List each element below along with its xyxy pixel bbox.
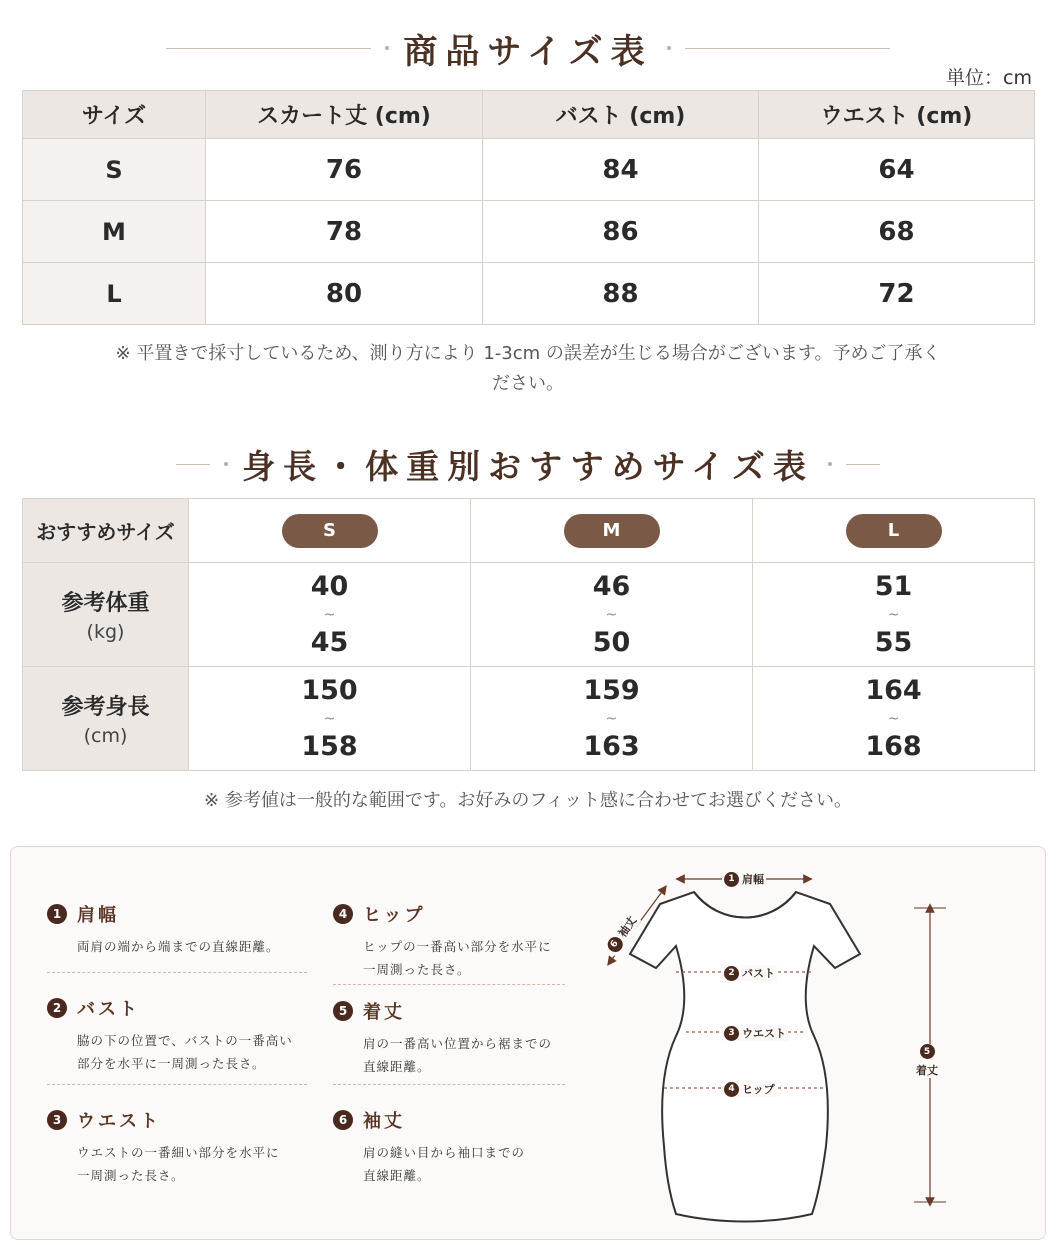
recommend-title: 身長・体重別おすすめサイズ表: [242, 446, 814, 486]
range-tilde: ~: [887, 710, 900, 727]
table-row: [23, 667, 1035, 771]
guide-item-desc: 部分を水平に一周測った長さ。: [77, 1056, 266, 1071]
size-pill-l: L: [846, 514, 942, 548]
recommend-note: ※ 参考値は一般的な範囲です。お好みのフィット感に合わせてお選びください。: [204, 790, 852, 811]
waist-cell: 72: [759, 263, 1035, 325]
range-tilde: ~: [887, 606, 900, 623]
title-dot: [828, 462, 832, 466]
weight-max: 50: [592, 626, 631, 658]
size-chart-note: [0, 339, 1056, 399]
weight-cell: [471, 563, 753, 667]
weight-label-cell: [23, 563, 189, 667]
guide-item-name: 着丈: [363, 1002, 405, 1023]
guide-item-desc: ヒップの一番高い部分を水平に: [363, 939, 552, 954]
guide-item-desc: 肩の縫い目から袖口までの: [363, 1145, 526, 1160]
guide-item-waist: [47, 1107, 309, 1187]
height-cell: [753, 667, 1035, 771]
size-cell: [189, 499, 471, 563]
header-size: サイズ: [23, 91, 206, 139]
size-cell: M: [23, 201, 206, 263]
bust-cell: 86: [483, 201, 759, 263]
diagram-label-text: 袖丈: [615, 914, 640, 940]
guide-item-desc: 一周測った長さ。: [363, 962, 471, 977]
number-badge: 3: [724, 1026, 739, 1041]
recommend-size-label: おすすめサイズ: [23, 499, 189, 563]
skirt-cell: 76: [206, 139, 483, 201]
title-dot: [224, 462, 228, 466]
range-tilde: ~: [323, 606, 336, 623]
size-cell: [471, 499, 753, 563]
weight-min: 40: [310, 570, 349, 602]
weight-min: 51: [874, 570, 913, 602]
recommend-table: [22, 498, 1035, 771]
weight-min: 46: [592, 570, 631, 602]
dress-outline: [630, 892, 860, 1222]
weight-cell: [189, 563, 471, 667]
title-divider-left: [176, 464, 210, 465]
number-badge: 4: [724, 1082, 739, 1097]
guide-item-hip: [333, 901, 595, 981]
size-cell: [753, 499, 1035, 563]
table-row: [23, 499, 1035, 563]
number-badge: 6: [604, 934, 625, 955]
guide-item-desc: 直線距離。: [363, 1059, 431, 1074]
number-badge: 4: [333, 904, 353, 924]
number-badge: 2: [724, 966, 739, 981]
weight-label: 参考体重: [61, 591, 150, 616]
title-divider-left: [166, 48, 371, 49]
guide-item-desc: 脇の下の位置で、バストの一番高い: [77, 1033, 293, 1048]
guide-item-name: ヒップ: [363, 905, 426, 926]
title-divider-right: [846, 464, 880, 465]
weight-cell: [753, 563, 1035, 667]
waist-cell: 68: [759, 201, 1035, 263]
height-min: 150: [301, 674, 358, 706]
diagram-label-text: ウエスト: [742, 1027, 786, 1040]
title-dot: [385, 46, 389, 50]
note-line: ※ 平置きで採寸しているため、測り方により 1-3cm の誤差が生じる場合がございます。予めご了承く: [115, 343, 941, 364]
guide-item-shoulder: [47, 901, 309, 958]
diagram-label-length: [914, 1044, 940, 1078]
height-label: 参考身長: [61, 695, 150, 720]
header-skirt: スカート丈 (cm): [206, 91, 483, 139]
guide-item-desc: ウエストの一番細い部分を水平に: [77, 1145, 280, 1160]
size-chart-title-bar: [0, 26, 1056, 70]
dress-illustration: [590, 856, 970, 1236]
number-badge: 6: [333, 1110, 353, 1130]
height-min: 159: [583, 674, 640, 706]
guide-item-desc: 肩の一番高い位置から裾までの: [363, 1036, 553, 1051]
title-divider-right: [685, 48, 890, 49]
weight-unit: (kg): [86, 621, 125, 643]
number-badge: 5: [920, 1044, 935, 1059]
number-badge: 1: [47, 904, 67, 924]
diagram-label-text: バスト: [742, 967, 775, 980]
skirt-cell: 78: [206, 201, 483, 263]
size-cell: S: [23, 139, 206, 201]
range-tilde: ~: [323, 710, 336, 727]
size-pill-s: S: [282, 514, 378, 548]
range-tilde: ~: [605, 606, 618, 623]
guide-item-length: [333, 998, 595, 1078]
unit-label: 単位：cm: [946, 67, 1032, 89]
waist-cell: 64: [759, 139, 1035, 201]
number-badge: 5: [333, 1001, 353, 1021]
height-cell: [471, 667, 753, 771]
title-dot: [667, 46, 671, 50]
table-row: [23, 139, 1035, 201]
height-max: 158: [301, 730, 358, 762]
height-label-cell: [23, 667, 189, 771]
note-line: ださい。: [492, 373, 564, 394]
weight-max: 55: [874, 626, 913, 658]
header-waist: ウエスト (cm): [759, 91, 1035, 139]
dress-diagram: [590, 856, 970, 1236]
skirt-cell: 80: [206, 263, 483, 325]
diagram-label-text: 肩幅: [742, 873, 764, 886]
size-table-header: [23, 91, 1035, 139]
header-bust: バスト (cm): [483, 91, 759, 139]
divider: [47, 1084, 307, 1085]
height-max: 168: [865, 730, 922, 762]
height-cell: [189, 667, 471, 771]
table-row: [23, 563, 1035, 667]
table-row: [23, 263, 1035, 325]
size-table: [22, 90, 1035, 325]
guide-item-sleeve: [333, 1107, 595, 1187]
size-chart-title: 商品サイズ表: [403, 31, 653, 72]
guide-item-name: 袖丈: [363, 1111, 405, 1132]
divider: [333, 984, 565, 985]
number-badge: 3: [47, 1110, 67, 1130]
bust-cell: 84: [483, 139, 759, 201]
guide-item-name: バスト: [77, 999, 140, 1020]
bust-cell: 88: [483, 263, 759, 325]
diagram-label-text: ヒップ: [742, 1083, 775, 1096]
range-tilde: ~: [605, 710, 618, 727]
divider: [333, 1084, 565, 1085]
guide-item-name: ウエスト: [77, 1111, 161, 1132]
number-badge: 1: [724, 872, 739, 887]
height-max: 163: [583, 730, 640, 762]
guide-item-desc: 一周測った長さ。: [77, 1168, 185, 1183]
guide-item-desc: 両肩の端から端までの直線距離。: [77, 939, 280, 954]
table-row: [23, 201, 1035, 263]
guide-item-desc: 直線距離。: [363, 1168, 431, 1183]
diagram-label-shoulder: [722, 871, 766, 887]
guide-item-name: 肩幅: [77, 905, 119, 926]
recommend-title-bar: [0, 442, 1056, 486]
size-pill-m: M: [564, 514, 660, 548]
guide-item-bust: [47, 995, 309, 1075]
diagram-label-text: 着丈: [916, 1064, 938, 1077]
size-cell: L: [23, 263, 206, 325]
height-unit: (cm): [83, 725, 128, 747]
diagram-label-hip: [722, 1081, 777, 1097]
diagram-label-bust: [722, 965, 777, 981]
number-badge: 2: [47, 998, 67, 1018]
height-min: 164: [865, 674, 922, 706]
divider: [47, 972, 307, 973]
diagram-label-waist: [722, 1025, 788, 1041]
weight-max: 45: [310, 626, 349, 658]
